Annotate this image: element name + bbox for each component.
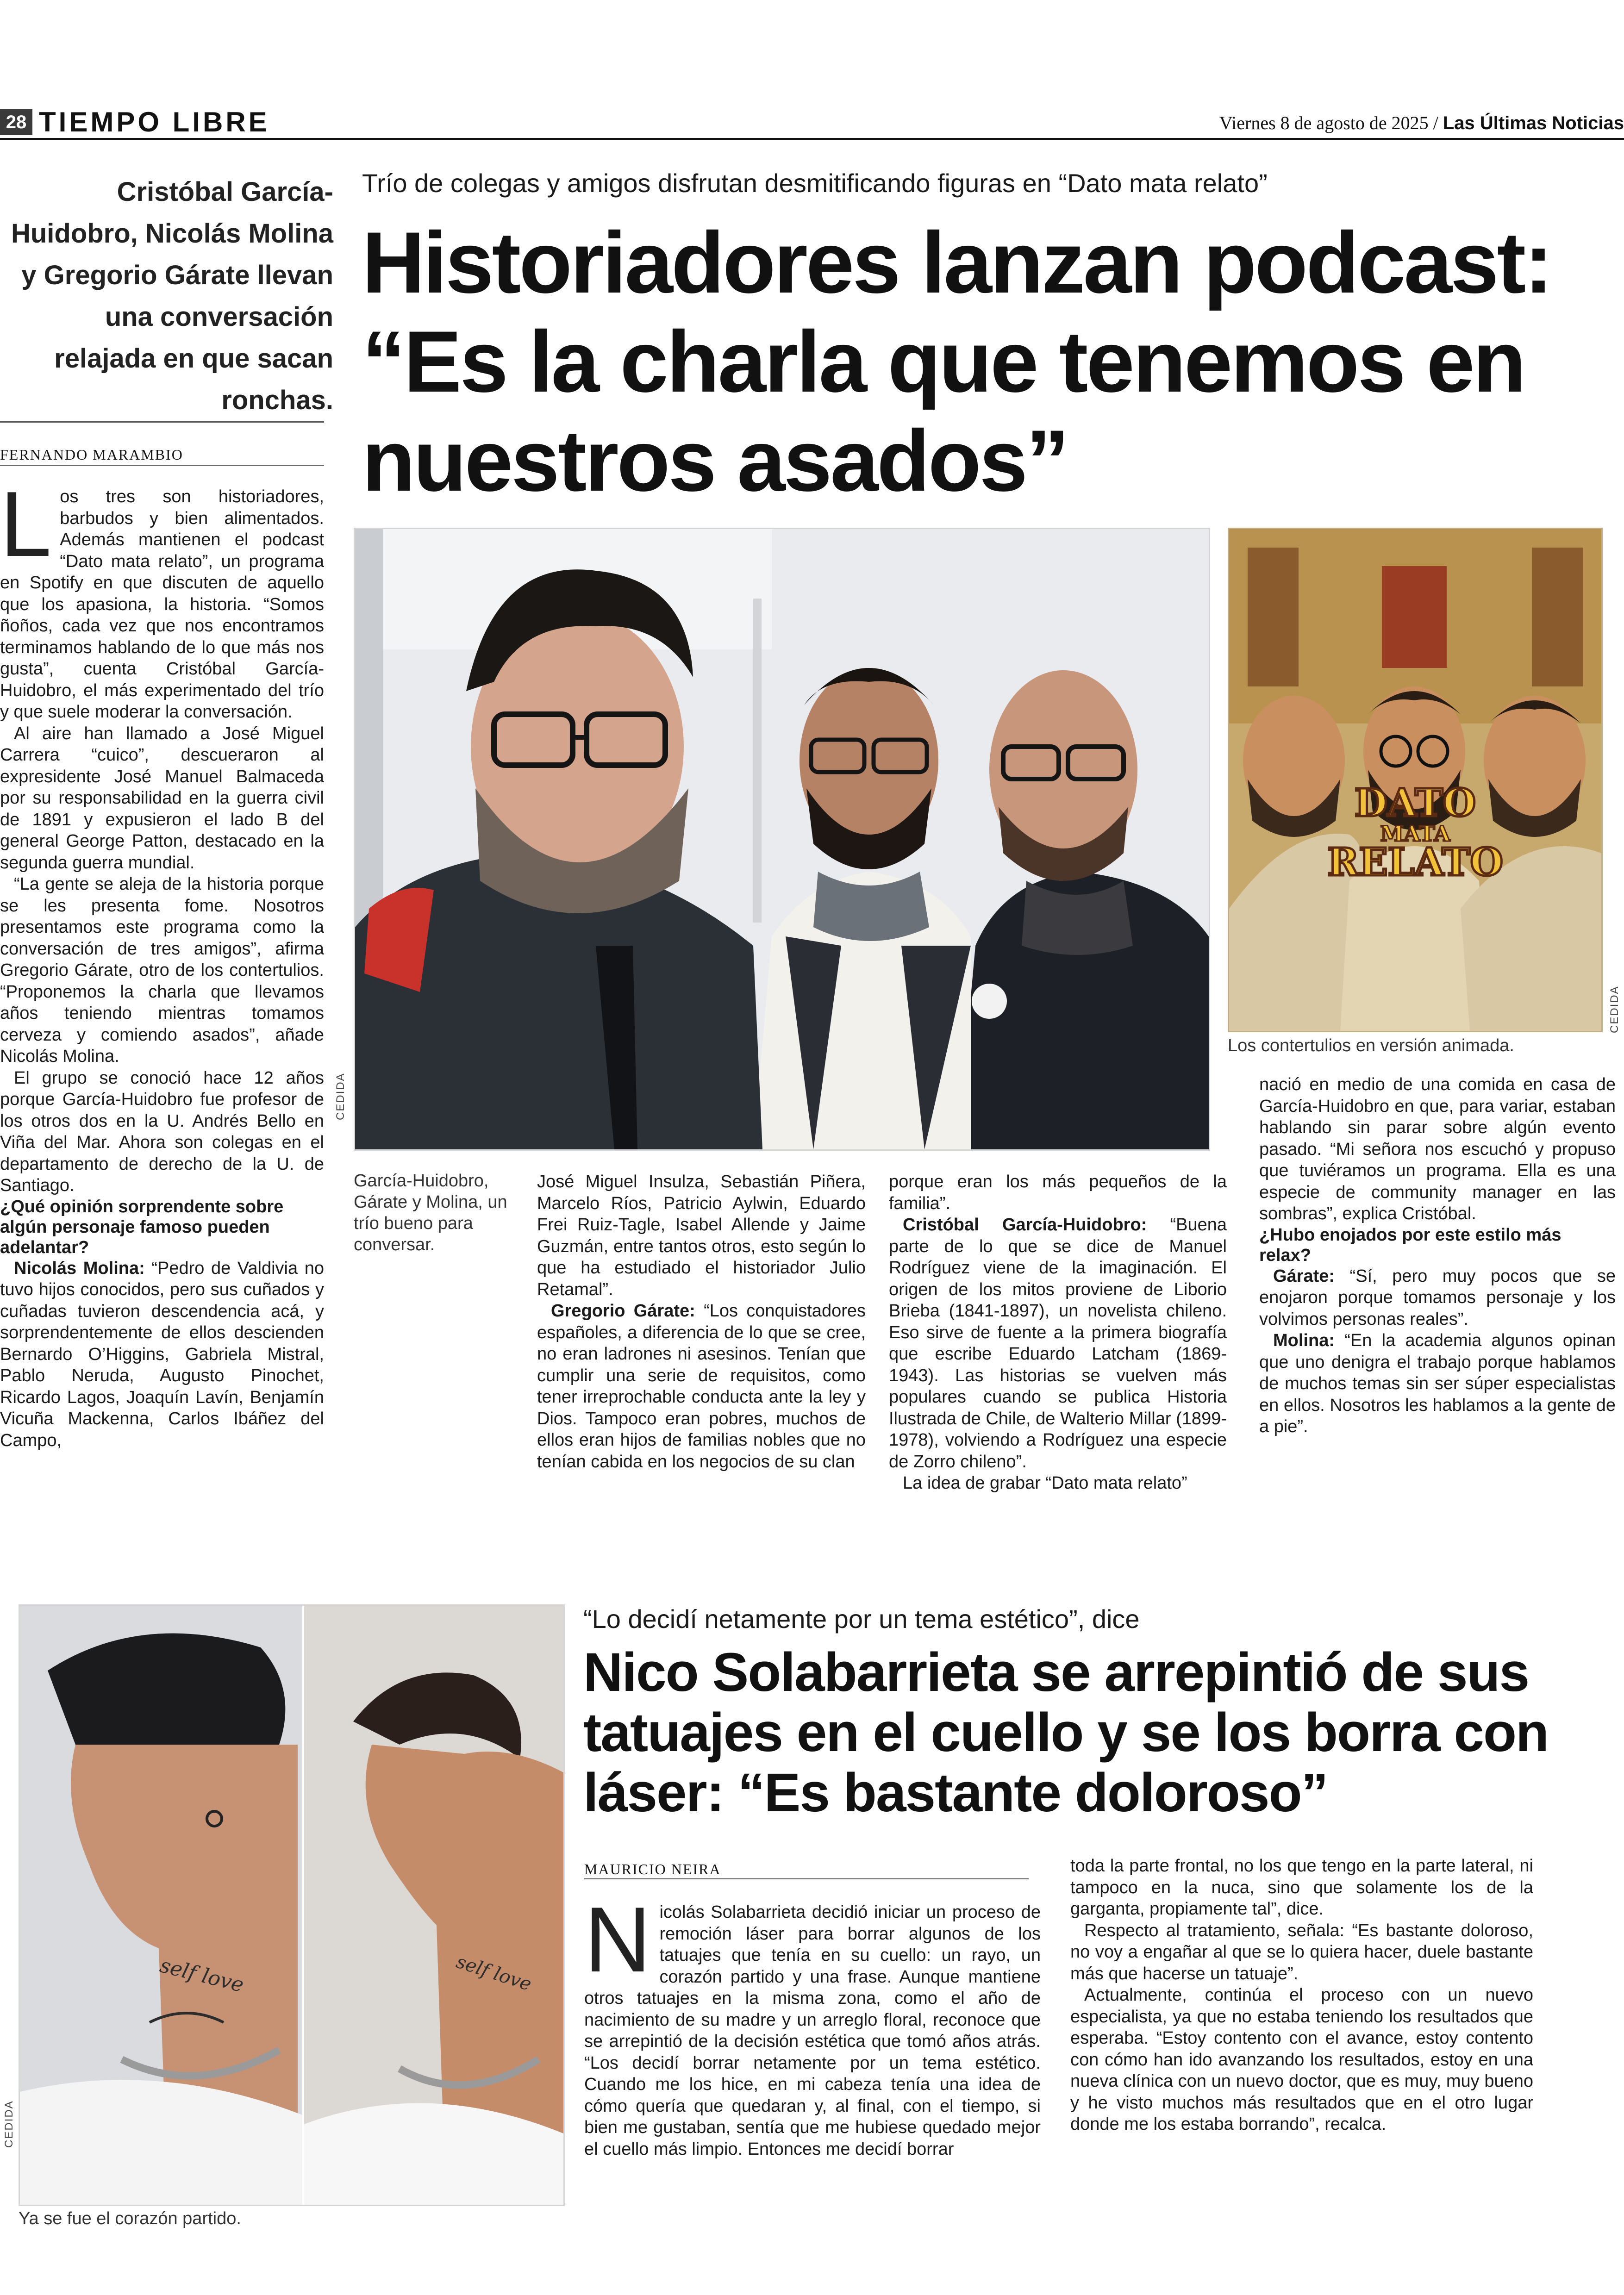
- article2-kicker: “Lo decidí netamente por un tema estético”, dice: [583, 1604, 1140, 1634]
- article1-headline: Historiadores lanzan podcast: “Es la charla que tenemos en nuestros asados”: [362, 214, 1551, 509]
- dateline-separator: /: [1433, 112, 1438, 133]
- tattoo-photo-illustration: [20, 1606, 563, 2205]
- article2-paragraph: toda la parte frontal, no los que tengo en la parte lateral, ni tampoco en la nuca, sino que solamente los de la garganta, propiamente tal”, dice.: [1070, 1856, 1533, 1919]
- article1-paragraph: La idea de grabar “Dato mata relato”: [903, 1473, 1187, 1493]
- article2-paragraph: Respecto al tratamiento, señala: “Es bastante doloroso, no voy a engañar al que se lo quiera hacer, duele bastante más que hacerse un tatuaje”.: [1070, 1921, 1533, 1983]
- art-logo-line-3: RELATO: [1327, 840, 1503, 885]
- drop-cap: L: [0, 473, 52, 576]
- interview-question: ¿Qué opinión sorprendente sobre algún personaje famoso pueden adelantar?: [0, 1197, 284, 1257]
- article1-column-3: [889, 1171, 1227, 1494]
- interview-answer: Cristóbal García-Huidobro: “Buena parte de lo que se dice de Manuel Rodríguez viene de la imaginación. El origen de los mitos proviene de Liborio Brieba (1841-1897), un novelista chileno. Eso sirve de fuente a la primera biografía que escribe Eduardo Latcham (1869-1943). Las historias se vuelven más populares cuando se publica Historia Ilustrada de Chile, de Walterio Millar (1899-1978), volviendo a Rodríguez una especie de Zorro chileno”.: [889, 1215, 1227, 1472]
- interview-answer: Gregorio Gárate: “Los conquistadores españoles, a diferencia de lo que se cree, no eran ladrones ni asesinos. Tenían que cumplir una serie de requisitos, como tener irreprochable conducta ante la ley y Dios. Tampoco eran pobres, muchos de ellos eran hijos de familias nobles que no tenían cabida en los negocios de su clan: [537, 1301, 866, 1472]
- historians-photo-illustration: [355, 529, 1209, 1149]
- interview-question: ¿Hubo enojados por este estilo más relax?: [1259, 1225, 1562, 1265]
- article1-paragraph: “La gente se aleja de la historia porque se les presenta fome. Nosotros presentamos este programa como la conversación de tres amigos”, afirma Gregorio Gárate, otro de los contertulios. “Proponemos la charla que llevamos años teniendo mientras tomamos cerveza y comiendo asados”, añade Nicolás Molina.: [0, 874, 324, 1066]
- article1-paragraph: El grupo se conoció hace 12 años porque García-Huidobro fue profesor de los otros dos en la U. Andrés Bello en Viña del Mar. Ahora son colegas en el departamento de derecho de la U. de Santiago.: [0, 1068, 324, 1195]
- article2-column-2: [1070, 1855, 1533, 2135]
- drop-cap: N: [584, 1888, 651, 1991]
- article1-kicker: Trío de colegas y amigos disfrutan desmitificando figuras en “Dato mata relato”: [362, 168, 1268, 198]
- article1-column-4: [1259, 1074, 1616, 1438]
- interview-answer: Molina: “En la academia algunos opinan que uno denigra el trabajo porque hablamos de muchos temas sin ser súper especialistas en ellos. Nosotros les hablamos a la gente de a pie”.: [1259, 1331, 1616, 1436]
- tattoo-photo-caption: Ya se fue el corazón partido.: [19, 2209, 241, 2228]
- article1-paragraph: nació en medio de una comida en casa de García-Huidobro en que, para variar, estaban hablando sin parar sobre algún evento pasado. “Mi señora nos escuchó y propuso que tuviéramos un programa. Ella es una especie de community manager en las sombras”, explica Cristóbal.: [1259, 1075, 1616, 1223]
- article1-paragraph: Los tres son historiadores, barbudos y bien alimentados. Además mantienen el podcast “Dato mata relato”, un programa en Spotify en que discuten de aquello que los apasiona, la historia. “Somos ñoños, cada vez que nos encontramos terminamos hablando de lo que más nos gusta”, cuenta Cristóbal García-Huidobro, el más experimentado del trío y que suele moderar la conversación.: [0, 473, 324, 722]
- art-logo-line-1: DATO: [1354, 781, 1476, 825]
- tattoo-script-right: self love: [453, 1951, 534, 1996]
- photo-credit: CEDIDA: [334, 1073, 347, 1120]
- article1-paragraph: Al aire han llamado a José Miguel Carrera “cuico”, descueraron al expresidente José Manuel Balmaceda por su responsabilidad en la guerra civil de 1891 y expusieron el lado B del general George Patton, destacado en la segunda guerra mundial.: [0, 723, 324, 873]
- dateline: [1219, 110, 1624, 136]
- article2-byline: MAURICIO NEIRA: [584, 1861, 721, 1877]
- article1-paragraph: porque eran los más pequeños de la familia”.: [889, 1172, 1227, 1213]
- article2-paragraph: Actualmente, continúa el proceso con un nuevo especialista, ya que no estaba teniendo los resultados que esperaba. “Estoy contento con el avance, estoy contento con cómo han ido avanzando los resultados, estoy en una nueva clínica con un nuevo doctor, que es muy, muy bueno y he visto muchos más resultados que en el otro lugar donde me los estaba borrando”, recalca.: [1070, 1985, 1533, 2134]
- article2-paragraph: Nicolás Solabarrieta decidió iniciar un proceso de remoción láser para borrar algunos de los tatuajes que tenía en su cuello: un rayo, un corazón partido y una frase. Aunque mantiene otros tatuajes en la misma zona, como el año de nacimiento de su madre y un arreglo floral, reconoce que se arrepintió de la decisión estética que tomó años atrás. “Los decidí borrar netamente por un tema estético. Cuando me los hice, en mi cabeza tenía una idea de cómo quería que quedaran y, al final, con el tiempo, si bien me gustaban, sentía que me hubiese quedado mejor el cuello más limpio. Entonces me decidí borrar: [584, 1888, 1041, 2159]
- article2-column-1: [584, 1888, 1041, 2160]
- byline-rule: [0, 465, 324, 466]
- publication-name: Las Últimas Noticias: [1443, 113, 1624, 133]
- article2-headline: Nico Solabarrieta se arrepintió de sus tatuajes en el cuello y se los borra con láser: “Es bastante doloroso”: [583, 1642, 1549, 1823]
- article1-byline: FERNANDO MARAMBIO: [0, 446, 183, 463]
- article1-deck: Cristóbal García-Huidobro, Nicolás Molina y Gregorio Gárate llevan una conversación relajada en que sacan ronchas.: [11, 177, 333, 415]
- interview-answer: Nicolás Molina: “Pedro de Valdivia no tuvo hijos conocidos, pero sus cuñados y cuñadas tuvieron descendencia acá, y sorprendentemente de ellos descienden Bernardo O’Higgins, Gabriela Mistral, Pablo Neruda, Augusto Pinochet, Ricardo Lagos, Joaquín Lavín, Benjamín Vicuña Mackenna, Carlos Ibáñez del Campo,: [0, 1258, 325, 1450]
- tattoo-photo-credit: CEDIDA: [3, 2100, 15, 2148]
- art-credit: CEDIDA: [1608, 985, 1621, 1033]
- tattoo-script-left: self love: [157, 1953, 246, 1997]
- podcast-art-illustration: [1229, 529, 1601, 1031]
- podcast-art: [1228, 528, 1603, 1032]
- art-logo-line-2: MATA: [1380, 821, 1450, 846]
- article2-byline-rule: [584, 1878, 1029, 1879]
- art-caption: Los contertulios en versión animada.: [1228, 1036, 1514, 1055]
- historians-photo: [354, 528, 1210, 1151]
- deck-rule: [0, 421, 324, 423]
- tattoo-photo: [19, 1604, 565, 2206]
- section-title: TIEMPO LIBRE: [39, 106, 270, 137]
- article1-column-2: [537, 1171, 866, 1472]
- photo-caption: García-Huidobro, Gárate y Molina, un trío bueno para conversar.: [354, 1171, 507, 1254]
- article1-paragraph: José Miguel Insulza, Sebastián Piñera, Marcelo Ríos, Patricio Aylwin, Eduardo Frei Ruiz-Tagle, Isabel Allende y Jaime Guzmán, entre tantos otros, esto según lo que ha estudiado el historiador Julio Retamal”.: [537, 1172, 866, 1299]
- issue-date: Viernes 8 de agosto de 2025: [1219, 112, 1429, 133]
- article1-column-1: [0, 473, 325, 1451]
- interview-answer: Gárate: “Sí, pero muy pocos que se enojaron porque tomamos personaje y los volvimos personas reales”.: [1259, 1266, 1616, 1329]
- header-rule: [0, 138, 1624, 140]
- page-number: 28: [0, 109, 32, 135]
